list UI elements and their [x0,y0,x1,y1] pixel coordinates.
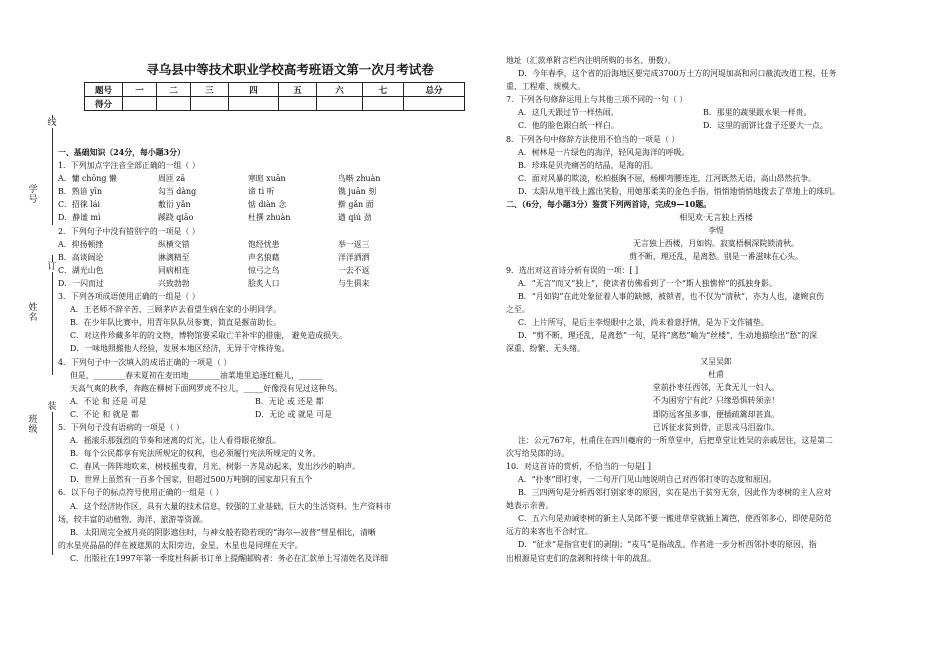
option-text: A．抑扬顿挫 [58,239,104,249]
option-text: 饱经忧患 [248,239,280,249]
score-cell: 五 [279,83,317,97]
option-text: 举一返三 [338,239,370,249]
text-line: 6．以下句子的标点符号使用正确的一组是（ ） [58,488,224,498]
text-line: 天高气爽的秋季，奔跑在柳树下面网罗虎不拉儿，_____好像没有见过这种鸟。 [70,383,343,393]
option-text: A．这几天跟过节一样热闹。 [518,108,619,118]
text-line: 远方的来客也不合时宜。 [506,527,593,537]
text-line: A．“扑枣”即打枣，一二句开门见山地说明自己对西邻打枣的态度和原因。 [518,475,777,484]
score-cell: 得分 [85,97,123,111]
option-row [58,277,473,290]
binding-line-1 [52,115,53,225]
option-text: 蹊跷 qiāo [158,213,194,223]
option-text: 周匝 zā [158,174,186,184]
option-text: 与生俱来 [338,278,370,288]
section-heading: 二、（6分，每小题3分）鉴赏下列两首诗，完成9—10题。 [506,200,711,210]
text-line: 之至。 [506,304,530,314]
poem-line: 李煜 [708,226,724,236]
text-line: 地址（汇款单附言栏内注明所购的书名、册数）。 [506,56,676,65]
text-line: 次写给吴郎的诗。 [506,448,570,458]
option-text: D．这里的面饼比盘子还要大一点。 [703,121,828,131]
score-cell: 四 [229,83,279,97]
binding-mark-staple: 订 [47,262,57,272]
text-line: D．太阳从地平线上露出笑脸，用她那柔美的金色手指，悄悄地悄悄地拨去了草地上的珠玑。 [518,186,840,196]
text-line: 的水星亮晶晶的伴在被遮黑的太阳旁边，金星、木星也是同理在天字。 [58,540,303,550]
text-line: D．世界上虽然有一百多个国家，但超过500万吨钢的国家却只有五个 [70,475,313,485]
score-cell: 题号 [85,83,123,97]
text-line: D．“剪不断，理还乱，是离愁”一句，是将“离愁”喻为“丝楼”，生动地描绘出“愁”的深 [518,330,817,340]
text-line: 出根源是官吏们的盘剥和持续十年的战乱。 [506,553,656,563]
option-row [58,211,473,224]
text-line: A．摇滚乐那强烈的节奏和迷离的灯光，让人看得眼花缭乱。 [70,436,281,446]
option-text: D．静谧 mì [58,213,101,223]
text-line: C．面对风暴的欺凌，松柏挺胸不屈，杨柳弯腰连连，江河既然无语，高山昂然抗争。 [518,173,816,183]
option-text: 兴致勃勃 [158,278,190,288]
option-row [58,395,473,408]
score-input-cell[interactable] [317,97,363,111]
poem-line: 相见欢·无言独上西楼 [679,213,753,223]
text-line: A．树林是一片绿色的海洋，轻风是海洋的呼吸。 [518,147,690,157]
option-text: B．无论 或 还是 都 [255,396,324,406]
option-text: 遒 qiú 劲 [338,213,372,223]
option-text: B．熟谙 yīn [58,187,103,197]
option-text: C．他的脸色跟白纸一样白。 [518,121,619,131]
option-text: 惦 diàn 念 [248,200,287,210]
option-text: 洋洋洒洒 [338,252,370,262]
text-line: 8．下列各句中修辞方法使用不恰当的一项是（ ） [506,134,680,144]
option-row [58,264,473,277]
score-table-header-row [85,83,465,97]
score-input-cell[interactable] [404,97,465,111]
option-row [58,408,473,421]
text-line: C．出版社在1997年第一季度杜科新书订单上提醒邮购者：务必在汇款单上写清姓名及详细 [70,553,389,563]
text-line: 2．下列句子中没有错别字的一项是（ ） [58,226,200,236]
option-text: D．一闪而过 [58,278,104,288]
text-line: 重、工程难、规模大。 [506,82,585,92]
option-text: 淋漓精至 [158,252,190,262]
text-line: 1．下列加点字注音全部正确的一组（ ） [58,161,200,171]
option-text: B．那里的蔬果跟水果一样贵。 [703,108,812,118]
option-text: 一去不返 [338,265,370,275]
poem-line: 又呈吴郎 [700,357,732,367]
text-line: 5．下列句子没有语病的一项是（ ） [58,422,184,432]
option-text: 寒暄 xuān [248,174,286,184]
option-text: C．不论 和 就是 都 [70,409,139,419]
text-line: A．这个经济协作区，具有大量的技术信息，较强的工业基础，巨大的生活资料、生产资料市 [70,501,392,511]
option-text: 纵横交错 [158,239,190,249]
poem-line: 堂前扑枣任西邻，无食无儿一妇人。 [652,383,780,393]
text-line: D．今年春季，这个省的沿海地区要完成3700万土方的河堤加高和河口截流改道工程，任务 [518,69,837,79]
poem-line: 杜甫 [708,370,724,380]
option-text: 同病相连 [158,265,190,275]
text-line: 深重、纷繁、无头绪。 [506,344,585,354]
option-text: B．高谈阔论 [58,252,104,262]
text-line: 3．下列各项成语使用正确的一组是（ ） [58,292,200,302]
section-heading: 一、基础知识（24分，每小题3分） [58,148,185,157]
text-line: B．每个公民都享有宪法所规定的权利，也必须履行宪法所规定的义务。 [70,449,321,459]
binding-line-3 [52,405,53,555]
score-table [84,82,465,111]
option-text: C．湖光山色 [58,265,104,275]
option-text: 谛 tì 听 [248,187,275,197]
score-cell: 六 [317,83,363,97]
text-line: 9．选出对这首诗分析有误的一项：[ ] [506,265,639,275]
score-input-cell[interactable] [191,97,229,111]
option-text: 镌 juān 刻 [338,187,377,197]
option-text: A．慵 chōng 懒 [58,174,117,184]
option-row [506,119,926,132]
score-input-cell[interactable] [363,97,404,111]
text-line: D．“征求”是指官吏们的剥削；“戎马”是指战乱。作者进一步分析西邻扑枣的原因，指 [518,540,817,550]
option-text: 勾当 dàng [158,187,197,197]
text-line: 场，较丰富的动植物、海洋、旅游等资源。 [58,514,208,524]
student-name-label: 姓名 [28,303,38,323]
right-column [506,54,926,565]
option-text: 脍炙人口 [248,278,280,288]
score-cell: 七 [363,83,404,97]
student-id-label: 学号 [28,185,38,205]
exam-title: 寻乌县中等技术职业学校高考班语文第一次月考试卷 [146,62,434,77]
option-text: A．不论 和 还是 可是 [70,396,147,406]
poem-line: 即防远客虽多事，便插疏篱却甚真。 [652,409,780,419]
text-line: C．五六句是劝诫枣树的新主人吴郎不要一搬进草堂就插上篱笆，使西邻多心，即使是防范 [518,514,832,524]
binding-mark-bind: 装 [47,402,57,412]
text-line: 但是，________春末夏初在麦田地________油菜地里追逐红艇儿，______ [70,370,323,380]
poem-line: 已诉征求贫到骨，正思戎马泪盈巾。 [652,422,780,432]
poem-line: 剪不断，理还乱，是离愁。别是一番滋味在心头。 [629,252,803,262]
text-line: B．太阳周完全被月亮的阴影遮住时，与神女般若隐若现的“海尔—波普”彗星相比，清晰 [70,527,376,537]
text-line: 10．对这首诗的赏析，不恰当的一句是[ ] [506,461,651,471]
option-row [58,238,473,251]
text-line: B．在少年队比赛中，用青年队队员参赛，简直是揠苗助长。 [70,318,281,328]
text-line: A．王老师不辞辛苦，三顾茅庐去看望生病在家的小明同学。 [70,305,281,315]
left-column [58,146,473,565]
option-row [58,251,473,264]
class-label: 班级 [28,415,38,435]
text-line: 7．下列各句修辞运用上与其他三项不同的一句（ ） [506,95,688,105]
binding-line-2 [52,255,53,375]
binding-mark-line: 线 [47,118,57,128]
option-row [58,185,473,198]
score-cell: 二 [157,83,191,97]
score-cell: 总分 [404,83,465,97]
score-cell: 一 [123,83,157,97]
option-row [506,106,926,119]
option-row [58,198,473,211]
text-line: C．对这件珍藏多年的的文物，博物馆要采取亡羊补牢的措施， 避免造成损失。 [70,331,347,341]
text-line: 4．下列句子中一次填入的成语正确的一项是（ ） [58,357,232,367]
score-input-cell[interactable] [229,97,279,111]
text-line: B．珍珠是贝壳痛苦的结晶，是海的泪。 [518,160,658,170]
option-text: 擀 gǎn 面 [338,200,374,210]
option-text: 声名狼藉 [248,252,280,262]
option-text: 杜撰 zhuàn [248,213,291,223]
text-line: B．“月如钩”在此处象征着人事的缺憾，被锁者，也不仅为“清秋”，亦为人也，凄婉哀伤 [518,291,824,301]
option-row [58,172,473,185]
text-line: C．春风一阵阵地吹来，树枝摇曳着，月光、树影一齐晃动起来，发出沙沙的响声。 [70,462,361,472]
text-line: A．“无言”而又“独上”，使读者仿佛看到了一个“斯人独憔悴”的孤独身影。 [518,278,777,288]
text-line: B．三四两句是分析西邻打别家枣的原因，实在是出于贫穷无奈，因此作为枣树的主人应对 [518,488,832,498]
poem-line: 无言独上西楼，月如钩。寂寞梧桐深院锁清秋。 [633,239,799,249]
score-input-cell[interactable] [279,97,317,111]
score-table-score-row [85,97,465,111]
score-input-cell[interactable] [157,97,191,111]
option-text: 鸟啭 zhuàn [338,174,381,184]
poem-line: 不为困穷宁有此？只缘恐惧转须亲！ [652,396,780,406]
text-line: D．一味地照搬他人经验，发展本地区经济，无异于守株待兔。 [70,344,290,354]
option-text: D．无论 或 就是 可是 [255,409,332,419]
score-cell: 三 [191,83,229,97]
text-line: 她表示亲善。 [506,501,554,511]
score-input-cell[interactable] [123,97,157,111]
text-line: C．上片所写，是后主李煜眼中之景，尚未着意抒情，是为下文作铺垫。 [518,317,769,327]
text-line: 注：公元767年，杜甫住在四川夔府的一所草堂中，后把草堂让姓吴的亲戚居住，这是第二 [518,435,833,445]
option-text: C．招徕 lái [58,200,100,210]
option-text: 惊弓之鸟 [248,265,280,275]
option-text: 敷衍 yǎn [158,200,191,210]
